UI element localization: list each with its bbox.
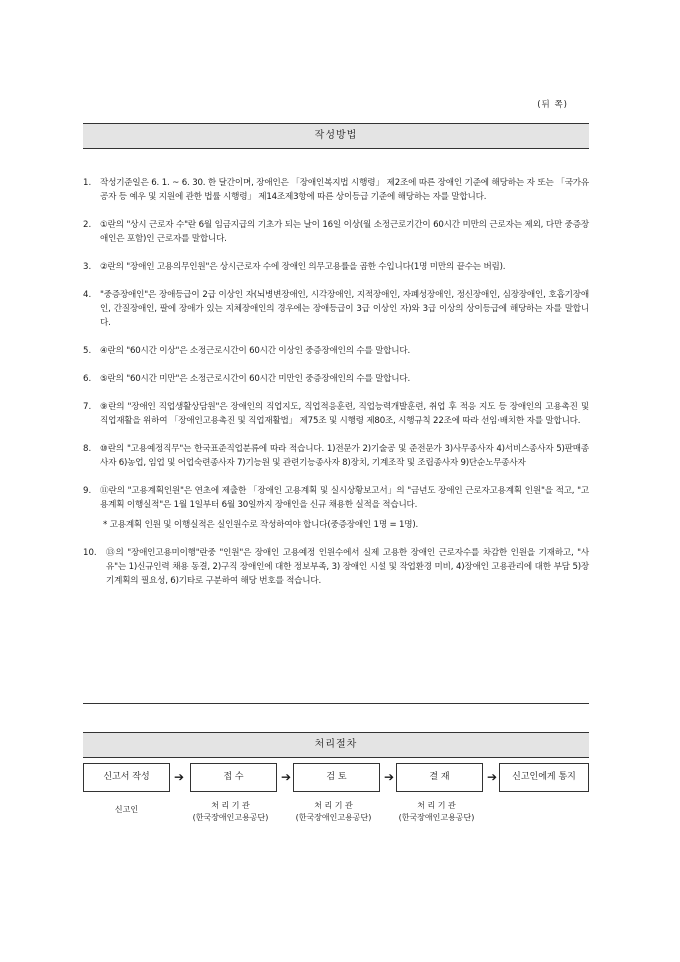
step-box-write-report: 신고서 작성 (83, 763, 170, 792)
step-actor-receipt (183, 800, 278, 824)
arrow-right-icon: ➔ (384, 770, 395, 784)
list-item (83, 176, 589, 204)
note-text: * 고용계획 인원 및 이행실적은 실인원수로 작성하여야 합니다(중증장애인 1명 = 1명). (103, 520, 419, 530)
step-box-receipt: 접 수 (190, 763, 277, 792)
step-actor-org: (한국장애인고용공단) (398, 813, 475, 822)
item-text: ①란의 "상시 근로자 수"란 6월 임금지급의 기초가 되는 날이 16일 이상(월 소정근로기간이 60시간 미만의 근로자는 제외, 다만 중증장애인은 포함)인 근로자를 말합니다. (100, 220, 589, 244)
section-header-procedure: 처리절차 (83, 732, 589, 758)
list-item (83, 546, 589, 588)
list-item (83, 288, 589, 330)
item-number: 2. (83, 220, 92, 230)
list-item (83, 442, 589, 470)
list-item (83, 372, 589, 386)
step-box-review: 검 토 (293, 763, 380, 792)
step-box-approval: 결 재 (396, 763, 483, 792)
step-box-notify: 신고인에게 통지 (499, 763, 589, 792)
step-actor-review (286, 800, 381, 824)
item-number: 8. (83, 444, 92, 454)
item-number: 4. (83, 290, 92, 300)
step-actor-approval (389, 800, 484, 824)
item-text: ⑬의 "장애인고용미이행"란중 "인원"은 장애인 고용예정 인원수에서 실제 고용한 장애인 근로자수를 차감한 인원을 기재하고, "사유"는 1)신규인력 채용 동결, 2)구직 장애인에 대한 정보부족, 3) 장애인 시설 및 작업환경 미비, 4)장애인 고용관리에 대한 부담 5)장기계획의 필요성, 6)기타로 구분하여 해당 번호를 적습니다. (106, 548, 589, 586)
step-actor-org: (한국장애인고용공단) (295, 813, 372, 822)
item-number: 10. (83, 548, 97, 558)
list-item (83, 344, 589, 358)
back-page-label: (뒤 쪽) (537, 100, 568, 110)
item-text: ⑨란의 "장애인 직업생활상담원"은 장애인의 직업지도, 직업적응훈련, 직업능력개발훈련, 취업 후 적응 지도 등 장애인의 고용촉진 및 직업재활을 위하여 「장애인고용촉진 및 직업재활법」 제75조 및 시행령 제80조, 시행규칙 22조에 따라 선임·배치한 자를 말합니다. (100, 402, 589, 426)
item-text: ⑤란의 "60시간 미만"은 소정근로시간이 60시간 미만인 중증장애인의 수를 말합니다. (100, 374, 411, 384)
step-actor-org: (한국장애인고용공단) (192, 813, 269, 822)
list-item (83, 260, 589, 274)
item-text: ⑪란의 "고용계획인원"은 연초에 제출한 「장애인 고용계획 및 실시상황보고서」의 "금년도 장애인 근로자고용계획 인원"을 적고, "고용계획 이행실적"은 1월 1일부터 6월 30일까지 장애인을 신규 채용한 실적을 적습니다. (100, 486, 589, 510)
item-number: 1. (83, 178, 92, 188)
item-text: 작성기준일은 6. 1. ~ 6. 30. 한 달간이며, 장애인은 「장애인복지법 시행령」 제2조에 따른 장애인 기준에 해당하는 자 또는 「국가유공자 등 예우 및 지원에 관한 법률 시행령」 제14조제3항에 따른 상이등급 기준에 해당하는 자를 말합니다. (100, 178, 589, 202)
item-text: ⑩란의 "고용예정직무"는 한국표준직업분류에 따라 적습니다. 1)전문가 2)기술공 및 준전문가 3)사무종사자 4)서비스종사자 5)판매종사자 6)농업, 임업 및 어업숙련종사자 7)기능원 및 관련기능종사자 8)장치, 기계조작 및 조립종사자 9)단순노무종사자 (100, 444, 589, 468)
arrow-right-icon: ➔ (487, 770, 498, 784)
arrow-right-icon: ➔ (174, 770, 185, 784)
divider (83, 703, 589, 704)
step-actor-label: 신고인 (114, 805, 139, 814)
step-actor-reporter (83, 804, 170, 816)
section-header-writing-method: 작성방법 (83, 123, 589, 149)
item-number: 9. (83, 486, 92, 496)
instruction-list (83, 176, 589, 588)
item-text: "중증장애인"은 장애등급이 2급 이상인 자(뇌병변장애인, 시각장애인, 지적장애인, 자폐성장애인, 정신장애인, 심장장애인, 호흡기장애인, 간질장애인, 팔에 장애가 있는 지체장애인의 경우에는 장애등급이 3급 이상인 자)와 3급 이상의 상이등급에 해당하는 자를 말합니다. (100, 290, 589, 328)
item-number: 5. (83, 346, 92, 356)
item-text: ④란의 "60시간 이상"은 소정근로시간이 60시간 이상인 중증장애인의 수를 말합니다. (100, 346, 411, 356)
procedure-flow (83, 763, 589, 793)
item-text: ②란의 "장애인 고용의무인원"은 상시근로자 수에 장애인 의무고용률을 곱한 수입니다(1명 미만의 끝수는 버림). (100, 262, 506, 272)
list-item (83, 400, 589, 428)
item-number: 7. (83, 402, 92, 412)
item-number: 3. (83, 262, 92, 272)
step-actor-label: 처 리 기 관 (314, 801, 353, 810)
step-actor-label: 처 리 기 관 (417, 801, 456, 810)
list-item (83, 484, 589, 512)
list-item (83, 218, 589, 246)
arrow-right-icon: ➔ (281, 770, 292, 784)
item-number: 6. (83, 374, 92, 384)
step-actor-label: 처 리 기 관 (211, 801, 250, 810)
